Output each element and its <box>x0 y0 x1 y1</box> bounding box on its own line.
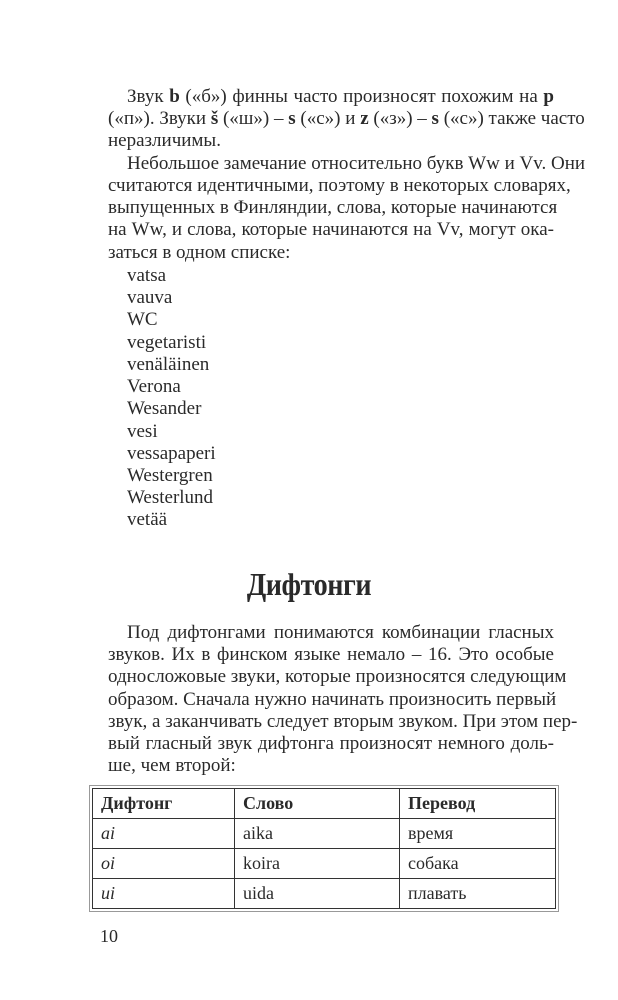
cell-translation: плавать <box>400 879 556 909</box>
page-number: 10 <box>100 926 118 946</box>
para2-line: на Ww, и слова, которые начинаются на Vv, могут ока- <box>108 219 554 240</box>
cell-diphthong: oi <box>93 849 235 879</box>
list-item: vatsa <box>127 265 167 286</box>
para3-line: образом. Сначала нужно начинать произносить первый <box>108 689 557 710</box>
list-item: vesi <box>127 421 158 442</box>
list-item: vessapaperi <box>127 443 216 464</box>
cell-translation: собака <box>400 849 556 879</box>
para2-line: заться в одном списке: <box>108 242 291 263</box>
list-item: Wesander <box>127 398 202 419</box>
list-item: vauva <box>127 287 173 308</box>
header-translation: Перевод <box>400 789 556 819</box>
header-diphthong: Дифтонг <box>93 789 235 819</box>
list-item: vetää <box>127 509 168 530</box>
para3-line: звук, а заканчивать следует вторым звуком. При этом пер- <box>108 711 578 732</box>
table-row <box>93 819 556 849</box>
cell-translation: время <box>400 819 556 849</box>
section-heading: Дифтонги <box>246 566 372 602</box>
cell-word: koira <box>235 849 400 879</box>
list-item: vegetaristi <box>127 332 207 353</box>
header-word: Слово <box>235 789 400 819</box>
para2-line: Небольшое замечание относительно букв Ww и Vv. Они <box>127 153 586 174</box>
cell-diphthong: ai <box>93 819 235 849</box>
para3-line: ше, чем второй: <box>108 755 236 776</box>
cell-diphthong: ui <box>93 879 235 909</box>
para2-line: выпущенных в Финляндии, слова, которые начинаются <box>108 197 558 218</box>
para3-line: вый гласный звук дифтонга произносят немного доль- <box>108 733 554 754</box>
diphthong-table <box>92 788 556 909</box>
cell-word: aika <box>235 819 400 849</box>
list-item: venäläinen <box>127 354 210 375</box>
list-item: Verona <box>127 376 181 397</box>
para1-line2: («п»). Звуки š («ш») – s («с») и z («з») – s («с») также часто <box>108 108 585 129</box>
table-row <box>93 879 556 909</box>
cell-word: uida <box>235 879 400 909</box>
para2-line: считаются идентичными, поэтому в некоторых словарях, <box>108 175 571 196</box>
list-item: Westerlund <box>127 487 214 508</box>
list-item: Westergren <box>127 465 213 486</box>
para3-line: Под дифтонгами понимаются комбинации гласных <box>127 622 554 643</box>
table-header-row <box>93 789 556 819</box>
para3-line: односложовые звуки, которые произносятся следующим <box>108 666 567 687</box>
table-row <box>93 849 556 879</box>
para3-line: звуков. Их в финском языке немало – 16. Это особые <box>108 644 554 665</box>
para1-line3: неразличимы. <box>108 130 221 151</box>
list-item: WC <box>127 309 158 330</box>
para1-line1: Звук b («б») финны часто произносят похожим на p <box>127 86 554 107</box>
